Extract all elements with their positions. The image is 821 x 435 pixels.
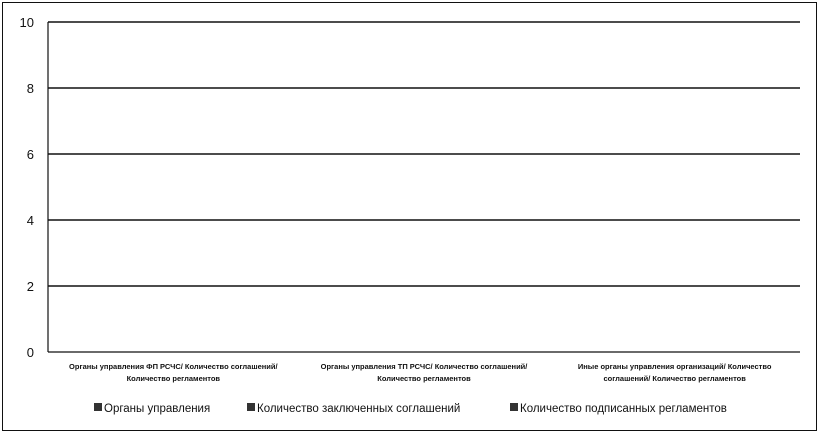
legend-item — [247, 403, 460, 415]
y-tick-label: 4 — [26, 213, 34, 228]
legend-label: Органы управления — [104, 403, 211, 415]
x-category-label: соглашений/ Количество регламентов — [603, 374, 746, 383]
gridlines — [48, 22, 800, 352]
y-tick-label: 2 — [26, 279, 34, 294]
y-tick-label: 6 — [26, 147, 34, 162]
x-category-label: Органы управления ФП РСЧС/ Количество соглашений/ — [69, 362, 278, 371]
legend-item — [510, 403, 727, 415]
legend-item — [94, 403, 210, 415]
y-tick-label: 0 — [26, 345, 34, 360]
x-category-label: Иные органы управления организаций/ Количество — [577, 362, 772, 371]
legend-swatch — [94, 403, 102, 411]
y-tick-label: 8 — [26, 81, 34, 96]
x-category-label: Количество регламентов — [377, 374, 471, 383]
legend-label: Количество заключенных соглашений — [257, 403, 461, 415]
legend-swatch — [510, 403, 518, 411]
y-axis — [20, 15, 48, 360]
legend-swatch — [247, 403, 255, 411]
legend-label: Количество подписанных регламентов — [520, 403, 727, 415]
y-tick-label: 10 — [19, 15, 34, 30]
x-axis — [69, 362, 772, 383]
x-category-label: Органы управления ТП РСЧС/ Количество соглашений/ — [320, 362, 528, 371]
x-category-label: Количество регламентов — [126, 374, 221, 383]
legend — [94, 403, 727, 415]
